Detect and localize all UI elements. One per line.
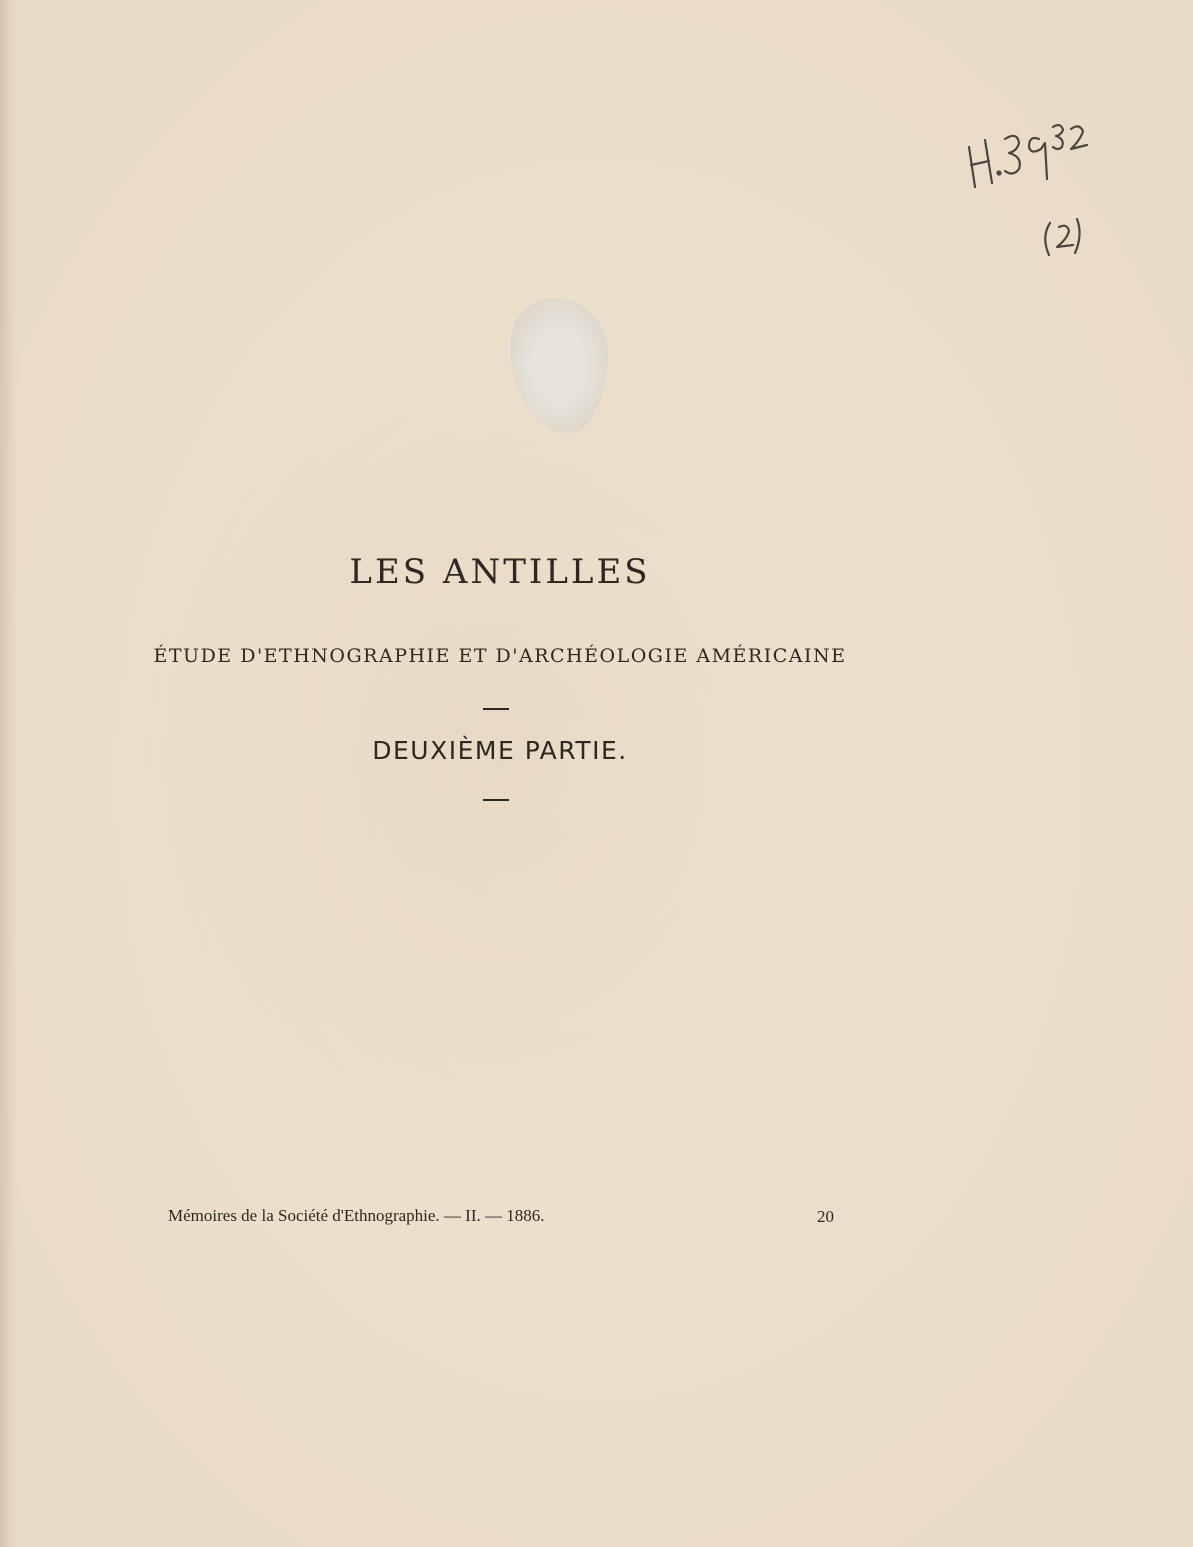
paper-stain bbox=[510, 298, 608, 433]
page-number: 20 bbox=[817, 1207, 834, 1226]
document-subtitle: ÉTUDE D'ETHNOGRAPHIE ET D'ARCHÉOLOGIE AMÉRICAINE bbox=[153, 645, 847, 667]
handwritten-shelfmark bbox=[955, 95, 1105, 275]
separator-dash bbox=[483, 799, 509, 801]
document-title: LES ANTILLES bbox=[349, 552, 651, 592]
part-heading: DEUXIÈME PARTIE. bbox=[372, 736, 628, 765]
page-edge-shadow bbox=[0, 0, 18, 1547]
footer-citation: Mémoires de la Société d'Ethnographie. — II. — 1886. bbox=[168, 1206, 545, 1225]
separator-dash bbox=[483, 708, 509, 710]
